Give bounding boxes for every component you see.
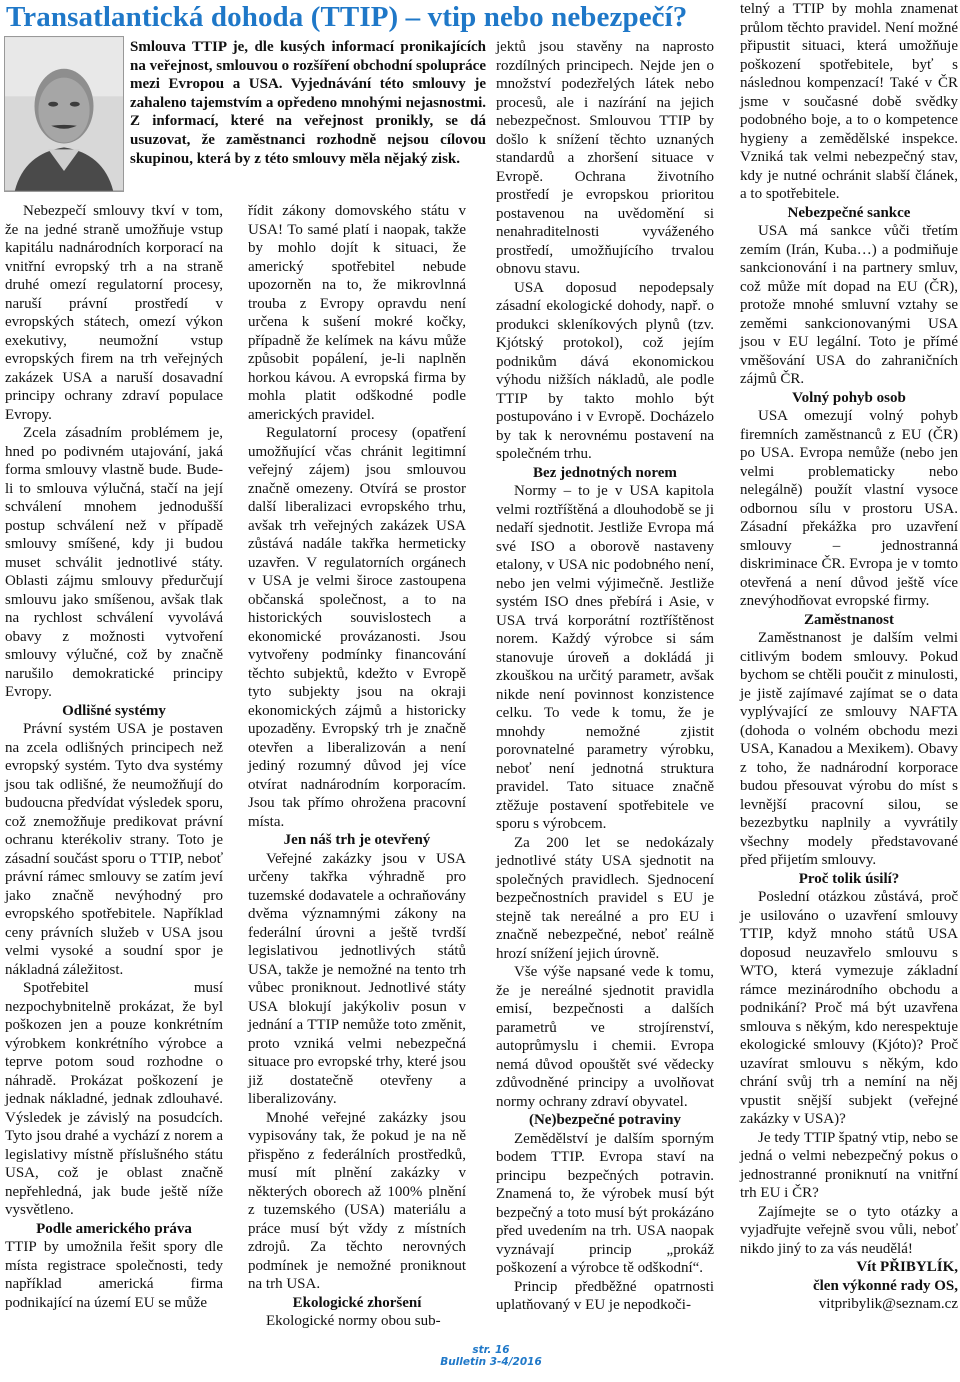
section-heading: (Ne)bezpečné potraviny <box>528 1112 682 1128</box>
section-heading: Proč tolik úsilí? <box>798 870 900 887</box>
paragraph: Veřejné zakázky jsou v USA určeny takřka výhradně pro tuzemské dodavatele a ochraňovány dvěma významnými zákony na federální úrovni a ještě tvrdší legislativou jednotlivých států USA, takže je nemožné na tento trh vůbec proniknout. Jednotlivé státy USA blokují jakýkoliv posun v jednání a TTIP nemůže toto změnit, proto vzniká velmi nebezpečná situace pro evropské trhy, které jsou již dostatečně otevřeny a liberalizovány. <box>248 850 466 1107</box>
author-photo <box>4 36 124 192</box>
paragraph: telný a TTIP by mohla znamenat průlom těchto pravidel. Není možné připustit situaci, která umožňuje poškození spotřebitele, byť s následnou kompenzací! Také v ČR jsme v současné době svědky podobného boje, a to o kompetence hygieny a zemědělské inspekce. Vzniká tak velmi nebezpečný stav, kdy je nutné ochránit slabší článek, a to spotřebitele. <box>740 1 958 202</box>
paragraph: Zajímejte se o tyto otázky a vyjadřujte veřejně svou vůli, neboť nikdo jiný to za vás neudělá! <box>740 1203 958 1257</box>
page-footer <box>436 1344 546 1368</box>
column-3 <box>496 38 714 1315</box>
paragraph: Ekologické normy obou sub- <box>266 1313 441 1329</box>
paragraph: Mnohé veřejné zakázky jsou vypisovány tak, že pokud je na ně přispěno z federálních prostředků, musí mít plnění zakázky v některých oborech až 100% plnění z tuzemského (USA) materiálu a práce musí být vždy z místních zdrojů. Za těchto nerovných podmínek je nemožné proniknout na trh USA. <box>248 1109 466 1292</box>
bulletin-issue: Bulletin 3-4/2016 <box>440 1356 542 1368</box>
paragraph: Nebezpečí smlouvy tkví v tom, že na jedné straně umožňuje vstup kapitálu nadnárodních korporací na vnitřní evropský trh a na straně druhé omezí regulatorní procesy, naruší právní prostředí v evropských státech, omezí výkon exekutivy, neumožní vstup evropských firem na trh veřejných zakázek USA a naruší dosavadní principy ochrany zdraví populace Evropy. <box>5 203 223 423</box>
paragraph: řídit zákony domovského státu v USA! To samé platí i naopak, takže by mohlo dojít k situaci, že americký spotřebitel nebude upozorněn na to, že mikrovlnná trouba z Evropy opravdu není určena k sušení mokré kočky, případně že kelímek na kávu může způsobit popálení, je-li naplněn horkou kávou. A evropská firma by mohla platit odškodné podle amerických pravidel. <box>248 203 466 423</box>
article-title: Transatlantická dohoda (TTIP) – vtip nebo nebezpečí? <box>6 1 688 33</box>
page-number: str. 16 <box>472 1344 510 1356</box>
paragraph: TTIP by umožnila řešit spory dle místa registrace společnosti, tedy například americká firma podnikající na území EU se může <box>5 1239 223 1311</box>
paragraph: Princip předběžné opatrnosti uplatňovaný v EU je nepodkoči- <box>496 1278 714 1313</box>
paragraph: Je tedy TTIP špatný vtip, nebo se jedná o velmi nebezpečný pokus o jednostranné proniknutí na vnitřní trh EU i ČR? <box>740 1129 958 1201</box>
section-heading: Volný pohyb osob <box>792 389 906 406</box>
section-heading: Jen náš trh je otevřený <box>283 832 431 848</box>
author-email[interactable]: vitpribylik@seznam.cz <box>818 1296 958 1312</box>
section-heading: Nebezpečné sankce <box>787 204 911 221</box>
paragraph: Zaměstnanost je dalším velmi citlivým bodem smlouvy. Pokud bychom se chtěli poučit z minulosti, je jistě zajímavé zajímat se o data vyplývající ze smlouvy NAFTA (dohoda o volném obchodu mezi USA, Kanadou a Mexikem). Obavy z toho, že nadnárodní korporace budou přesouvat výrobu do míst s levnější pracovní silou, se bezezbytku naplnily a vyvrátily všechny modely představované před přijetím smlouvy. <box>740 630 958 868</box>
paragraph: Regulatorní procesy (opatření umožňující včas chránit legitimní veřejný zájem) jsou smlouvou značně omezeny. Otvírá se prostor další liberalizaci evropského trhu, avšak trh veřejných zakázek USA zůstává nadále takřka hermeticky uzavřen. V regulatorních orgánech v USA je velmi široce zastoupena občanská společnost, a to na historických souvislostech a ekonomické provázanosti. Jsou vytvořeny podmínky financování těchto subjektů, kdežto v Evropě tyto subjekty jsou na okraji ekonomických zájmů a historicky upozaděny. Evropský trh je značně otevřen a liberalizován a není jediný rozumný důvod jej více otvírat nadnárodním korporacím. Jsou tak přímo ohrožena pracovní místa. <box>248 425 466 830</box>
author-signature <box>740 1258 958 1314</box>
paragraph: Spotřebitel musí nezpochybnitelně prokázat, že byl poškozen jen a pouze konkrétním výrobkem konkrétního výrobce a teprve potom soud rozhodne o náhradě. Prokázat poškození je jednak nákladné, jednak zdlouhavé. Výsledek je závislý na posudcích. Tyto jsou drahé a vychází z norem a legislativy místně příslušného státu USA, což je oblast značně nepřehledná, jak bude ještě níže vysvětleno. <box>5 980 223 1218</box>
paragraph: Normy – to je v USA kapitola velmi roztříštěná a dlouhodobě se ji nedaří sjednotit. Jestliže Evropa má své ISO a oborově nastaveny etalony, v USA nic podobného není, nebo jen velmi výjimečně. Jestliže systém ISO dnes přebírá i Asie, v USA trvá korporátní roztříštěnost norem. Každý výrobce si sám stanovuje úroveň a dokládá ji zkouškou na určitý parametr, avšak nikde není povinnost konzistence celku. To vede k tomu, že je mnohdy nemožné zjistit porovnatelné parametry výrobku, neboť není jednotná struktura pravidel. Tato situace značně ztěžuje postavení spotřebitele ve sporu s výrobcem. <box>496 483 714 832</box>
paragraph: Poslední otázkou zůstává, proč je usilováno o uzavření smlouvy TTIP, když mnoho států USA doposud neuzavřelo smlouvu s WTO, která vymezuje základní rámce mezinárodního obchodu a podnikání? Proč má být uzavřena smlouva s někým, kdo nerespektuje ekologické smlouvy (Kjóto)? Proč uzavírat smlouvu s někým, kdo chrání svůj trh a nemíní na něj vpustit snější subjekt (veřejné zakázky v USA)? <box>740 889 958 1127</box>
paragraph: jektů jsou stavěny na naprosto rozdílných principech. Nejde jen o množství podezřelých látek nebo procesů, ale i nazírání na jejich nebezpečnost. Smlouvou TTIP by došlo k snížení těchto uznaných standardů a zhoršení situace v Evropě. Ochrana životního prostředí je evropskou prioritou postavenou na uvědomění si nenahraditelnosti vyváženého prostředí, umožňujícího trvalou obnovu stavu. <box>496 39 714 277</box>
author-role: člen výkonné rady OS, <box>812 1277 958 1294</box>
section-heading: Bez jednotných norem <box>533 464 677 481</box>
paragraph: USA doposud nepodepsaly zásadní ekologické dohody, např. o produkci skleníkových plynů (tzv. Kjótský protokol), což jejím podnikům dává ekonomickou výhodu nižších nákladů, ale podle TTIP by takto mohlo být postupováno i v Evropě. Docházelo by tak k nerovnému postavení na společném trhu. <box>496 279 714 462</box>
column-2 <box>248 202 466 1331</box>
portrait-image <box>5 37 123 191</box>
column-1 <box>5 202 223 1312</box>
section-heading: Ekologické zhoršení <box>292 1294 422 1311</box>
paragraph: Zemědělství je dalším sporným bodem TTIP. Evropa staví na principu bezpečných potravin. Znamená to, že výrobek musí být bezpečný a toto musí být prokázáno před uvedením na trh. USA naopak vyznávají princip „prokáž poškození a výrobce tě odškodní“. <box>496 1130 714 1276</box>
paragraph: Za 200 let se nedokázaly jednotlivé státy USA sjednotit na společných pravidlech. Sjednocení bezpečnostních pravidel s EU je stejně tak nereálné a pro EU i značně nebezpečné, neboť reálně hrozí snížení jejich úrovně. <box>496 834 714 962</box>
section-heading: Zaměstnanost <box>803 611 894 628</box>
paragraph: Právní systém USA je postaven na zcela odlišných principech než evropský systém. Tyto dva systémy jsou tak odlišné, že neumožňují do budoucna předvídat výsledek sporu, což znemožňuje predikovat právní ochranu kterékoliv strany. Toto je zásadní součást sporu o TTIP, neboť právní rámec smlouvy se zatím jeví jako značně nevýhodný pro evropského spotřebitele. Například ceny právních služeb v USA jsou velmi vysoké a soudní spor je nákladná záležitost. <box>5 721 223 978</box>
paragraph: USA má sankce vůči třetím zemím (Irán, Kuba…) a podmiňuje sankcionování i na partnery smluv, což může mít dopad na EU (ČR), protože mnohé smluvní vztahy se zeměmi sankcionovanými USA jsou v EU legální. Toto je přímé vměšování USA do zahraničních zájmů ČR. <box>740 223 958 387</box>
section-heading: Podle amerického práva <box>36 1220 192 1237</box>
column-4 <box>740 0 958 1314</box>
section-heading: Odlišné systémy <box>62 702 166 719</box>
paragraph: USA omezují volný pohyb firemních zaměstnanců z EU (ČR) po USA. Evropa nemůže (nebo jen velmi problematicky nebo nelegálně) použít vlastní vysoce odbornou sílu v prostoru USA. Zásadní překážka pro uzavření smlouvy – jednostranná diskriminace ČR. Evropa je v tomto otevřená a není důvod ještě více znevýhodňovat evropské firmy. <box>740 408 958 609</box>
author-name: Vít PŘIBYLÍK, <box>856 1259 958 1275</box>
paragraph: Zcela zásadním problémem je, hned po podivném utajování, jaká forma smlouvy vlastně bude. Bude-li to smlouva výlučná, stačí na její schválení mnohem jednodušší postup schválení než v případě smlouvy smíšené, kdy ji budou muset schválit jednotlivé státy. Oblasti zájmu smlouvy předurčují smlouvu jako smíšenou, avšak tlak na rychlost schválení vyvolává obavy z možnosti vytvoření smlouvy výlučné, což by značně narušilo demokratické principy Evropy. <box>5 425 223 700</box>
article-lead: Smlouva TTIP je, dle kusých informací pronikajících na veřejnost, smlouvou o rozšíření obchodní spolupráce mezi Evropou a USA. Vyjednávání této smlouvy je zahaleno tajemstvím a opředeno mnohými nejasnostmi. Z informací, které na veřejnost pronikly, se dá usuzovat, že zaměstnanci rozhodně nejsou cílovou skupinou, která by z této smlouvy měla nějaký zisk. <box>130 39 486 167</box>
paragraph: Vše výše napsané vede k tomu, že je nereálné sjednotit pravidla emisí, bezpečnosti a dalších parametrů ve strojírenství, autoprůmyslu i chemii. Evropa nemá důvod opouštět své vědecky zdůvodněné principy a uvolňovat normy ochrany zdraví obyvatel. <box>496 964 714 1110</box>
